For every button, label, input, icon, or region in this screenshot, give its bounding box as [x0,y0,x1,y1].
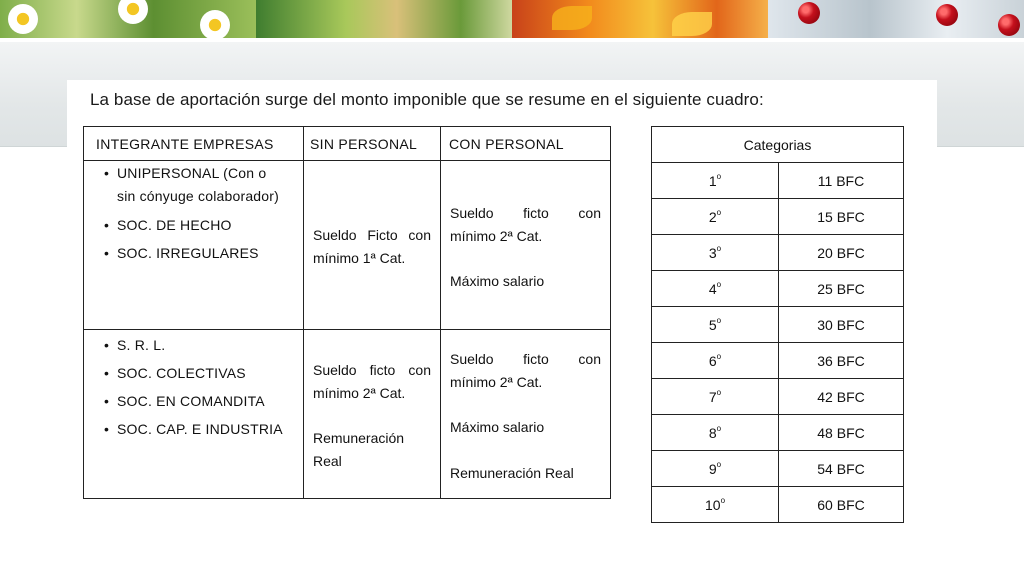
category-number: 4$^o$ [652,271,779,307]
list-item: • SOC. COLECTIVAS [85,359,302,387]
integrantes-cell [84,330,304,499]
summer-palm-image [256,0,512,38]
list-item: • SOC. DE HECHO [85,211,302,239]
category-value: 11 BFC [779,163,904,199]
list-item: • SOC. CAP. E INDUSTRIA [85,415,302,443]
categories-header: Categorias [652,127,904,163]
category-number: 3$^o$ [652,235,779,271]
category-number: 6$^o$ [652,343,779,379]
category-row [652,307,904,343]
list-item: • UNIPERSONAL (Con o sin cónyuge colaborador) [85,162,302,211]
category-value: 36 BFC [779,343,904,379]
integrantes-cell [84,161,304,330]
header-sin-personal: SIN PERSONAL [304,127,441,161]
category-number: 9$^o$ [652,451,779,487]
category-number: 8$^o$ [652,415,779,451]
cell-text: Remuneración [313,430,405,446]
winter-berries-image [768,0,1024,38]
category-row [652,415,904,451]
category-row [652,235,904,271]
categories-table [651,126,904,523]
category-row [652,487,904,523]
cell-text: Sueldo ficto con [313,362,431,378]
category-value: 48 BFC [779,415,904,451]
category-row [652,271,904,307]
con-personal-cell [441,161,611,330]
cell-text: mínimo 1ª Cat. [313,250,406,266]
list-item: • S. R. L. [85,331,302,359]
header-con-personal: CON PERSONAL [441,127,611,161]
cell-text: Sueldo ficto con [450,351,601,367]
category-row [652,379,904,415]
autumn-leaves-image [512,0,768,38]
contribution-table [83,126,611,499]
category-value: 25 BFC [779,271,904,307]
category-row [652,343,904,379]
cell-text: Real [313,453,342,469]
cell-text: Sueldo Ficto con [313,227,431,243]
table-header-row [84,127,611,161]
category-number: 2$^o$ [652,199,779,235]
cell-text: mínimo 2ª Cat. [450,228,543,244]
category-value: 42 BFC [779,379,904,415]
cell-text: mínimo 2ª Cat. [450,374,543,390]
categories-header-row [652,127,904,163]
intro-text: La base de aportación surge del monto imponible que se resume en el siguiente cuadro: [90,90,764,109]
spring-daisies-image [0,0,256,38]
list-item: • SOC. EN COMANDITA [85,387,302,415]
category-value: 60 BFC [779,487,904,523]
category-row [652,199,904,235]
sin-personal-cell [304,330,441,499]
table-row [84,330,611,499]
category-row [652,451,904,487]
category-number: 1$^o$ [652,163,779,199]
cell-text: mínimo 2ª Cat. [313,385,406,401]
category-number: 10$^o$ [652,487,779,523]
cell-text: Máximo salario [450,419,545,435]
cell-text: Remuneración Real [450,465,574,481]
con-personal-cell [441,330,611,499]
cell-text: Máximo salario [450,273,545,289]
seasonal-banner [0,0,1024,38]
category-number: 5$^o$ [652,307,779,343]
header-integrante: INTEGRANTE EMPRESAS [84,127,304,161]
cell-text: Sueldo ficto con [450,205,601,221]
table-row [84,161,611,330]
category-value: 30 BFC [779,307,904,343]
category-row [652,163,904,199]
category-number: 7$^o$ [652,379,779,415]
category-value: 15 BFC [779,199,904,235]
list-item: • SOC. IRREGULARES [85,239,302,267]
category-value: 54 BFC [779,451,904,487]
category-value: 20 BFC [779,235,904,271]
sin-personal-cell [304,161,441,330]
